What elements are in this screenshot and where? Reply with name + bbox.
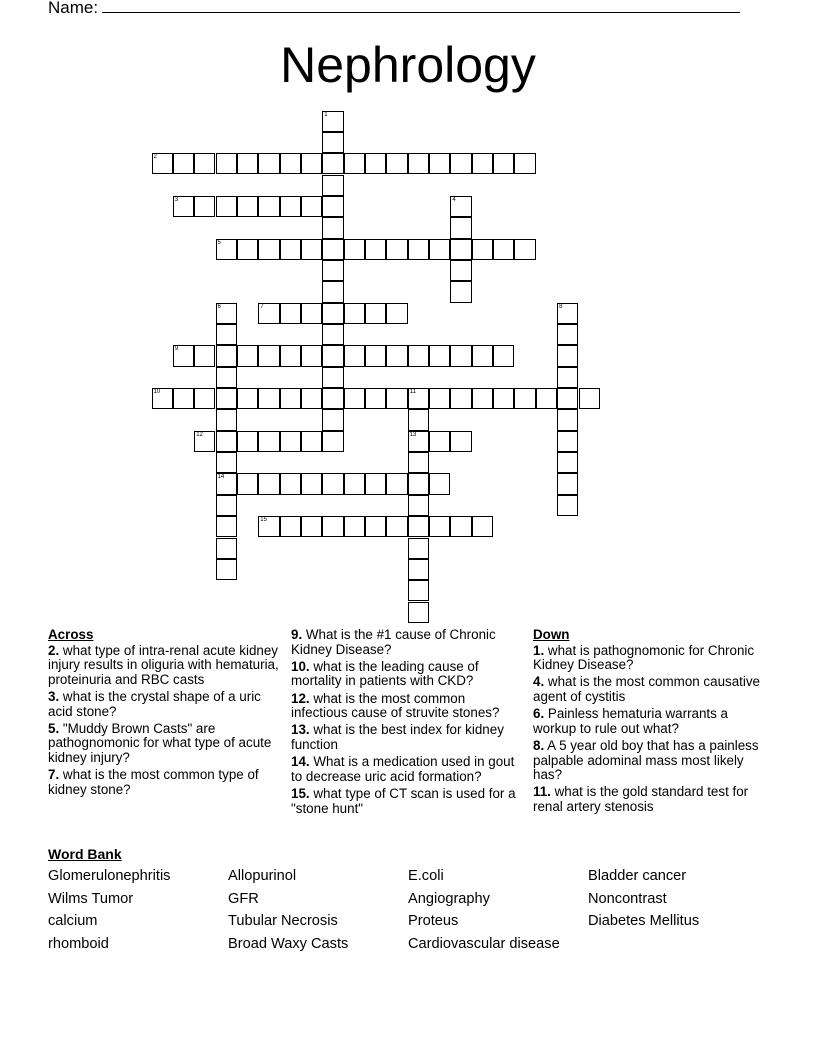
crossword-cell[interactable]	[408, 431, 429, 452]
crossword-cell[interactable]	[322, 303, 343, 324]
crossword-cell[interactable]	[152, 388, 173, 409]
crossword-cell[interactable]	[173, 388, 194, 409]
crossword-cell[interactable]	[429, 153, 450, 174]
across-clue	[48, 690, 280, 719]
across-clues-column-continued	[291, 628, 523, 819]
crossword-cell[interactable]	[429, 431, 450, 452]
word-bank-item: Wilms Tumor	[48, 890, 134, 907]
clue-text: what type of intra-renal acute kidney injury results in oliguria with hematuria, proteinuria and RBC casts	[48, 642, 279, 687]
crossword-cell[interactable]	[450, 153, 471, 174]
word-bank-item: Tubular Necrosis	[228, 913, 338, 930]
clue-text: what is the best index for kidney function	[291, 722, 504, 752]
across-clue	[291, 628, 523, 657]
clue-number: 10.	[291, 658, 310, 674]
crossword-cell[interactable]	[216, 473, 237, 494]
crossword-cell[interactable]	[344, 345, 365, 366]
crossword-cell[interactable]	[408, 388, 429, 409]
cell-number: 11	[409, 389, 416, 396]
clue-number: 7.	[48, 767, 60, 783]
word-bank-item: rhomboid	[48, 935, 109, 952]
crossword-cell[interactable]	[344, 153, 365, 174]
crossword-cell[interactable]	[472, 239, 493, 260]
crossword-cell[interactable]	[322, 196, 343, 217]
clue-number: 13.	[291, 722, 310, 738]
crossword-cell[interactable]	[408, 538, 429, 559]
crossword-cell[interactable]	[408, 452, 429, 473]
word-bank-item: calcium	[48, 913, 98, 930]
crossword-cell[interactable]	[365, 303, 386, 324]
word-bank-item: Proteus	[408, 913, 459, 930]
crossword-cell[interactable]	[280, 516, 301, 537]
crossword-cell[interactable]	[280, 388, 301, 409]
crossword-cell[interactable]	[301, 196, 322, 217]
crossword-cell[interactable]	[557, 409, 578, 430]
crossword-cell[interactable]	[216, 196, 237, 217]
crossword-cell[interactable]	[557, 431, 578, 452]
clue-number: 4.	[533, 674, 545, 690]
crossword-cell[interactable]	[322, 175, 343, 196]
crossword-cell[interactable]	[386, 303, 407, 324]
page-title: Nephrology	[280, 37, 536, 93]
word-bank-item: Noncontrast	[588, 890, 667, 907]
crossword-cell[interactable]	[280, 431, 301, 452]
word-bank-item: Angiography	[408, 890, 490, 907]
crossword-cell[interactable]	[344, 303, 365, 324]
crossword-cell[interactable]	[557, 303, 578, 324]
crossword-cell[interactable]	[450, 196, 471, 217]
crossword-cell[interactable]	[408, 409, 429, 430]
crossword-cell[interactable]	[258, 239, 279, 260]
crossword-cell[interactable]	[557, 473, 578, 494]
cell-number: 5	[217, 239, 221, 246]
crossword-cell[interactable]	[429, 473, 450, 494]
crossword-cell[interactable]	[301, 388, 322, 409]
crossword-cell[interactable]	[322, 431, 343, 452]
crossword-cell[interactable]	[450, 431, 471, 452]
crossword-cell[interactable]	[301, 153, 322, 174]
word-bank-item: GFR	[228, 890, 259, 907]
crossword-cell[interactable]	[258, 388, 279, 409]
crossword-cell[interactable]	[173, 196, 194, 217]
crossword-cell[interactable]	[237, 196, 258, 217]
cell-number: 9	[174, 346, 179, 353]
crossword-cell[interactable]	[450, 260, 471, 281]
cell-number: 7	[260, 303, 264, 310]
crossword-cell[interactable]	[280, 196, 301, 217]
crossword-cell[interactable]	[579, 388, 600, 409]
crossword-cell[interactable]	[322, 388, 343, 409]
crossword-cell[interactable]	[280, 153, 301, 174]
crossword-cell[interactable]	[301, 516, 322, 537]
cell-number: 14	[217, 474, 225, 481]
crossword-cell[interactable]	[216, 431, 237, 452]
clue-number: 5.	[48, 720, 60, 736]
cell-number: 8	[559, 303, 563, 310]
across-clue	[48, 768, 280, 797]
across-clue	[291, 660, 523, 689]
crossword-cell[interactable]	[216, 452, 237, 473]
crossword-cell[interactable]	[280, 345, 301, 366]
crossword-cell[interactable]	[216, 324, 237, 345]
crossword-cell[interactable]	[386, 153, 407, 174]
word-bank-item: Diabetes Mellitus	[588, 913, 700, 930]
crossword-cell[interactable]	[322, 111, 343, 132]
crossword-cell[interactable]	[322, 409, 343, 430]
crossword-cell[interactable]	[344, 516, 365, 537]
crossword-cell[interactable]	[322, 473, 343, 494]
clue-text: What is a medication used in gout to decrease uric acid formation?	[291, 754, 515, 784]
crossword-cell[interactable]	[322, 345, 343, 366]
crossword-cell[interactable]	[322, 516, 343, 537]
cell-number: 10	[153, 389, 161, 396]
crossword-cell[interactable]	[472, 345, 493, 366]
crossword-cell[interactable]	[408, 602, 429, 623]
across-clue	[291, 755, 523, 784]
crossword-cell[interactable]	[216, 538, 237, 559]
clue-text: Painless hematuria warrants a workup to rule out what?	[533, 706, 729, 736]
crossword-cell[interactable]	[493, 153, 514, 174]
cell-number: 3	[174, 196, 179, 203]
crossword-cell[interactable]	[429, 516, 450, 537]
crossword-cell[interactable]	[408, 495, 429, 516]
clue-number: 11.	[533, 784, 551, 800]
clue-text: what type of CT scan is used for a "stone hunt"	[291, 785, 516, 816]
crossword-cell[interactable]	[258, 473, 279, 494]
crossword-cell[interactable]	[216, 409, 237, 430]
crossword-cell[interactable]	[216, 239, 237, 260]
across-clues-column	[48, 628, 280, 800]
crossword-cell[interactable]	[344, 239, 365, 260]
word-bank-item: Cardiovascular disease	[408, 935, 560, 952]
word-bank-item: Broad Waxy Casts	[228, 935, 349, 952]
cell-number: 15	[260, 517, 267, 524]
cell-number: 12	[196, 431, 203, 438]
across-clue	[48, 644, 280, 688]
across-clue-list-continued	[291, 628, 523, 816]
crossword-cell[interactable]	[280, 473, 301, 494]
crossword-cell[interactable]	[386, 345, 407, 366]
down-clue	[533, 785, 765, 814]
crossword-cell[interactable]	[216, 153, 237, 174]
clue-number: 3.	[48, 688, 60, 704]
crossword-cell[interactable]	[365, 473, 386, 494]
crossword-cell[interactable]	[301, 239, 322, 260]
crossword-cell[interactable]	[301, 431, 322, 452]
word-bank-item: Glomerulonephritis	[48, 868, 171, 884]
crossword-cell[interactable]	[322, 260, 343, 281]
crossword-cell[interactable]	[258, 153, 279, 174]
word-bank-item: Allopurinol	[228, 868, 297, 884]
across-clue	[291, 723, 523, 752]
cell-number: 4	[452, 196, 456, 203]
clue-number: 8.	[533, 737, 545, 753]
crossword-cell[interactable]	[322, 281, 343, 302]
clue-number: 1.	[533, 642, 545, 658]
crossword-cell[interactable]	[173, 345, 194, 366]
crossword-cell[interactable]	[216, 516, 237, 537]
crossword-cell[interactable]	[194, 196, 215, 217]
crossword-cell[interactable]	[237, 473, 258, 494]
crossword-cell[interactable]	[450, 345, 471, 366]
across-clue	[291, 692, 523, 721]
crossword-cell[interactable]	[258, 431, 279, 452]
crossword-cell[interactable]	[322, 132, 343, 153]
cell-number: 2	[153, 154, 157, 161]
clue-number: 12.	[291, 690, 310, 706]
crossword-cell[interactable]	[472, 516, 493, 537]
crossword-cell[interactable]	[280, 239, 301, 260]
crossword-cell[interactable]	[429, 239, 450, 260]
crossword-cell[interactable]	[386, 473, 407, 494]
down-clue	[533, 739, 765, 783]
crossword-cell[interactable]	[322, 239, 343, 260]
crossword-cell[interactable]	[429, 345, 450, 366]
crossword-cell[interactable]	[344, 473, 365, 494]
crossword-cell[interactable]	[301, 303, 322, 324]
crossword-cell[interactable]	[408, 580, 429, 601]
crossword-cell[interactable]	[429, 388, 450, 409]
clue-number: 9.	[291, 627, 303, 642]
cell-number: 1	[324, 111, 328, 118]
crossword-cell[interactable]	[237, 431, 258, 452]
crossword-cell[interactable]	[493, 345, 514, 366]
clue-text: A 5 year old boy that has a painless palpable adominal mass most likely has?	[533, 737, 759, 783]
crossword-cell[interactable]	[557, 495, 578, 516]
clue-text: what is the crystal shape of a uric acid stone?	[48, 688, 261, 719]
crossword-cell[interactable]	[365, 153, 386, 174]
word-bank-heading: Word Bank	[48, 846, 122, 862]
crossword-cell[interactable]	[408, 153, 429, 174]
crossword-cell[interactable]	[216, 345, 237, 366]
crossword-cell[interactable]	[557, 388, 578, 409]
clue-number: 6.	[533, 706, 545, 722]
across-heading: Across	[48, 627, 94, 642]
crossword-cell[interactable]	[408, 473, 429, 494]
down-clue	[533, 644, 765, 673]
across-clue	[291, 787, 523, 816]
crossword-cell[interactable]	[237, 153, 258, 174]
down-heading: Down	[533, 627, 570, 642]
crossword-cell[interactable]	[216, 367, 237, 388]
clue-text: what is the most common type of kidney stone?	[48, 767, 259, 797]
crossword-cell[interactable]	[322, 217, 343, 238]
clue-number: 14.	[291, 754, 310, 770]
crossword-cell[interactable]	[194, 153, 215, 174]
crossword-cell[interactable]	[258, 303, 279, 324]
crossword-cell[interactable]	[258, 516, 279, 537]
word-bank-item: E.coli	[408, 868, 444, 884]
cell-number: 6	[217, 303, 221, 310]
crossword-cell[interactable]	[237, 388, 258, 409]
clue-text: what is the leading cause of mortality in patients with CKD?	[291, 658, 479, 689]
down-clues-column	[533, 628, 765, 817]
crossword-cell[interactable]	[152, 153, 173, 174]
clue-number: 15.	[291, 785, 310, 801]
crossword-cell[interactable]	[514, 239, 535, 260]
crossword-cell[interactable]	[365, 345, 386, 366]
crossword-cell[interactable]	[237, 239, 258, 260]
down-clue-list	[533, 644, 765, 815]
clue-text: "Muddy Brown Casts" are pathognomonic for what type of acute kidney injury?	[48, 720, 272, 765]
crossword-cell[interactable]	[557, 452, 578, 473]
crossword-cell[interactable]	[514, 153, 535, 174]
crossword-cell[interactable]	[472, 153, 493, 174]
crossword-cell[interactable]	[344, 388, 365, 409]
crossword-cell[interactable]	[450, 239, 471, 260]
crossword-cell[interactable]	[536, 388, 557, 409]
crossword-cell[interactable]	[408, 345, 429, 366]
crossword-cell[interactable]	[408, 559, 429, 580]
crossword-cell[interactable]	[258, 345, 279, 366]
crossword-cell[interactable]	[472, 388, 493, 409]
crossword-cell[interactable]	[301, 345, 322, 366]
crossword-cell[interactable]	[280, 303, 301, 324]
crossword-cell[interactable]	[450, 388, 471, 409]
crossword-cell[interactable]	[514, 388, 535, 409]
crossword-cell[interactable]	[216, 495, 237, 516]
crossword-cell[interactable]	[386, 388, 407, 409]
crossword-cell[interactable]	[365, 388, 386, 409]
crossword-cell[interactable]	[557, 324, 578, 345]
crossword-cell[interactable]	[194, 388, 215, 409]
crossword-cell[interactable]	[493, 388, 514, 409]
crossword-cell[interactable]	[365, 516, 386, 537]
crossword-cell[interactable]	[408, 516, 429, 537]
crossword-cell[interactable]	[450, 516, 471, 537]
clue-text: what is pathognomonic for Chronic Kidney Disease?	[533, 642, 755, 673]
crossword-cell[interactable]	[322, 324, 343, 345]
crossword-cell[interactable]	[557, 367, 578, 388]
clue-number: 2.	[48, 642, 60, 658]
down-clue	[533, 707, 765, 736]
crossword-cell[interactable]	[408, 239, 429, 260]
crossword-cell[interactable]	[173, 153, 194, 174]
clue-text: what is the most common infectious cause of struvite stones?	[291, 690, 500, 721]
crossword-cell[interactable]	[301, 473, 322, 494]
name-label: Name:	[48, 0, 99, 17]
crossword-cell[interactable]	[216, 388, 237, 409]
crossword-cell[interactable]	[237, 345, 258, 366]
crossword-cell[interactable]	[216, 559, 237, 580]
down-clue	[533, 675, 765, 704]
crossword-cell[interactable]	[493, 239, 514, 260]
crossword-cell[interactable]	[557, 345, 578, 366]
crossword-cell[interactable]	[258, 196, 279, 217]
crossword-cell[interactable]	[322, 367, 343, 388]
crossword-cell[interactable]	[386, 239, 407, 260]
crossword-cell[interactable]	[386, 516, 407, 537]
crossword-cell[interactable]	[450, 281, 471, 302]
crossword-cell[interactable]	[216, 303, 237, 324]
crossword-cell[interactable]	[365, 239, 386, 260]
across-clue-list	[48, 644, 280, 798]
cell-number: 13	[409, 431, 417, 438]
word-bank-item: Bladder cancer	[588, 868, 687, 884]
clue-text: what is the most common causative agent of cystitis	[533, 674, 760, 704]
clue-text: what is the gold standard test for renal artery stenosis	[533, 784, 749, 814]
crossword-cell[interactable]	[194, 345, 215, 366]
across-clue	[48, 722, 280, 766]
crossword-cell[interactable]	[194, 431, 215, 452]
clue-text: What is the #1 cause of Chronic Kidney Disease?	[291, 627, 496, 657]
crossword-cell[interactable]	[322, 153, 343, 174]
crossword-cell[interactable]	[450, 217, 471, 238]
